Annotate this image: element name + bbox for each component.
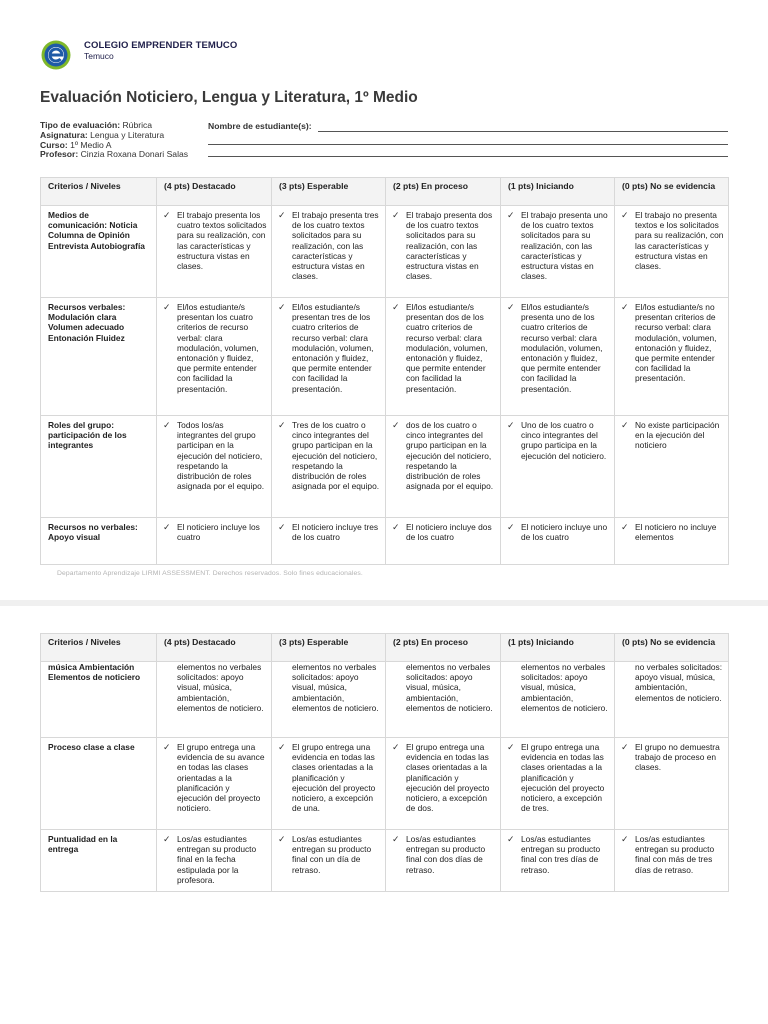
level-cell xyxy=(615,830,729,892)
check-icon: ✓ xyxy=(507,420,515,430)
footer-note: Departamento Aprendizaje LIRMI ASSESSMENT. Derechos reservados. Solo fines educacionales. xyxy=(57,570,363,577)
curso-label: Curso: xyxy=(40,139,68,150)
check-icon: ✓ xyxy=(278,210,286,220)
check-icon: ✓ xyxy=(621,522,629,532)
profesor-value: Cinzia Roxana Donari Salas xyxy=(80,149,189,160)
table-row xyxy=(41,416,729,518)
level-cell xyxy=(501,662,615,738)
criterion-cell: Medios de comunicación: Noticia Columna de Opinión Entrevista Autobiografía xyxy=(41,206,157,298)
table-header-row xyxy=(41,178,729,206)
tipo-label: Tipo de evaluación: xyxy=(40,120,121,130)
asignatura-label: Asignatura: xyxy=(40,129,88,140)
level-description: Tres de los cuatro o cinco integrantes del grupo participan en la ejecución del noticiero, respetando la distribución de roles asignada por el equipo. xyxy=(292,420,380,492)
level-cell xyxy=(386,416,501,518)
header-no-evidencia: (0 pts) No se evidencia xyxy=(615,178,729,206)
criterion-cell: Puntualidad en la entrega xyxy=(41,830,157,892)
level-description: Los/as estudiantes entregan su producto final con tres días de retraso. xyxy=(521,834,601,875)
check-icon: ✓ xyxy=(278,834,286,844)
header-en-proceso: (2 pts) En proceso xyxy=(386,178,501,206)
criterion-cell: Recursos verbales: Modulación clara Volumen adecuado Entonación Fluidez xyxy=(41,298,157,416)
criterion-cell: Recursos no verbales: Apoyo visual xyxy=(41,518,157,565)
level-cell xyxy=(272,298,386,416)
level-description: El noticiero incluye dos de los cuatro xyxy=(406,522,492,543)
level-description: Todos los/as integrantes del grupo participan en la ejecución del noticiero, respetando la distribución de roles asignada por el equipo. xyxy=(177,420,265,492)
check-icon: ✓ xyxy=(163,742,171,752)
check-icon: ✓ xyxy=(392,210,400,220)
table-row xyxy=(41,662,729,738)
check-icon: ✓ xyxy=(621,742,629,752)
check-icon: ✓ xyxy=(621,420,629,430)
level-cell xyxy=(157,206,272,298)
level-description: El/los estudiante/s presentan los cuatro criterios de recurso verbal: clara modulación, volumen, entonación y fluidez, que permite entender con facilidad la presentación. xyxy=(177,302,259,394)
level-cell xyxy=(615,518,729,565)
table-header-row xyxy=(41,634,729,662)
level-cell xyxy=(386,518,501,565)
asignatura-value: Lengua y Literatura xyxy=(90,129,165,140)
header-destacado: (4 pts) Destacado xyxy=(157,178,272,206)
student-name-line-2[interactable] xyxy=(208,144,728,145)
level-description: elementos no verbales solicitados: apoyo visual, música, ambientación, elementos de noticiero. xyxy=(177,662,264,713)
check-icon: ✓ xyxy=(278,522,286,532)
check-icon: ✓ xyxy=(507,522,515,532)
table-row xyxy=(41,830,729,892)
page-2 xyxy=(0,606,768,1024)
level-cell xyxy=(501,518,615,565)
check-icon: ✓ xyxy=(163,420,171,430)
check-icon: ✓ xyxy=(621,302,629,312)
level-description: elementos no verbales solicitados: apoyo visual, música, ambientación, elementos de noticiero. xyxy=(406,662,493,713)
header-criterios: Criterios / Niveles xyxy=(41,178,157,206)
student-name-label: Nombre de estudiante(s): xyxy=(208,121,312,131)
level-cell xyxy=(157,830,272,892)
level-cell xyxy=(615,206,729,298)
level-description: Los/as estudiantes entregan su producto final con dos días de retraso. xyxy=(406,834,486,875)
check-icon: ✓ xyxy=(392,302,400,312)
check-icon: ✓ xyxy=(621,210,629,220)
level-cell xyxy=(157,662,272,738)
header-iniciando: (1 pts) Iniciando xyxy=(501,634,615,662)
check-icon: ✓ xyxy=(278,302,286,312)
check-icon: ✓ xyxy=(278,742,286,752)
level-description: El noticiero incluye uno de los cuatro xyxy=(521,522,608,543)
header-destacado: (4 pts) Destacado xyxy=(157,634,272,662)
level-description: El trabajo presenta uno de los cuatro textos solicitados para su realización, con las características y estructura vistas en clases. xyxy=(521,210,608,282)
check-icon: ✓ xyxy=(163,522,171,532)
level-cell xyxy=(157,738,272,830)
check-icon: ✓ xyxy=(392,420,400,430)
level-cell xyxy=(501,416,615,518)
level-cell xyxy=(386,738,501,830)
level-cell xyxy=(501,738,615,830)
level-description: El trabajo presenta los cuatro textos solicitados para su realización, con las características y estructura vistas en clases. xyxy=(177,210,267,272)
check-icon: ✓ xyxy=(392,522,400,532)
header-iniciando: (1 pts) Iniciando xyxy=(501,178,615,206)
level-description: El trabajo no presenta textos e los solicitados para su realización, con las características y estructura vistas en clases. xyxy=(635,210,724,272)
school-logo-icon xyxy=(41,40,71,70)
level-cell xyxy=(501,830,615,892)
level-cell xyxy=(386,298,501,416)
level-description: elementos no verbales solicitados: apoyo visual, música, ambientación, elementos de noticiero. xyxy=(521,662,608,713)
check-icon: ✓ xyxy=(278,420,286,430)
level-cell xyxy=(615,662,729,738)
student-name-line-3[interactable] xyxy=(208,156,728,157)
level-description: dos de los cuatro o cinco integrantes del grupo participan en la ejecución del noticiero, respetando la distribución de roles asignada por el equipo. xyxy=(406,420,494,492)
level-description: El trabajo presenta tres de los cuatro textos solicitados para su realización, con las características y estructura vistas en clases. xyxy=(292,210,379,282)
level-description: El/los estudiante/s presentan dos de los cuatro criterios de recurso verbal: clara modulación, volumen, entonación y fluidez, que permite entender con facilidad la presentación. xyxy=(406,302,488,394)
level-cell xyxy=(615,298,729,416)
level-cell xyxy=(272,416,386,518)
check-icon: ✓ xyxy=(163,834,171,844)
table-row xyxy=(41,206,729,298)
level-description: elementos no verbales solicitados: apoyo visual, música, ambientación, elementos de noticiero. xyxy=(292,662,379,713)
criterion-cell: Proceso clase a clase xyxy=(41,738,157,830)
criterion-cell: música Ambientación Elementos de noticiero xyxy=(41,662,157,738)
level-cell xyxy=(615,416,729,518)
level-cell xyxy=(272,738,386,830)
curso-value: 1º Medio A xyxy=(70,139,112,150)
level-description: El grupo entrega una evidencia en todas las clases orientadas a la planificación y ejecución del proyecto noticiero, a excepción de dos. xyxy=(406,742,490,814)
level-description: El grupo entrega una evidencia en todas las clases orientadas a la planificación y ejecución del proyecto noticiero, a excepción de una. xyxy=(292,742,376,814)
header-esperable: (3 pts) Esperable xyxy=(272,178,386,206)
level-description: El noticiero no incluye elementos xyxy=(635,522,717,543)
level-cell xyxy=(615,738,729,830)
level-cell xyxy=(272,518,386,565)
header-esperable: (3 pts) Esperable xyxy=(272,634,386,662)
check-icon: ✓ xyxy=(507,742,515,752)
check-icon: ✓ xyxy=(392,742,400,752)
evaluation-meta xyxy=(40,121,188,160)
level-description: Uno de los cuatro o cinco integrantes del grupo participa en la ejecución del noticiero. xyxy=(521,420,607,461)
school-name: COLEGIO EMPRENDER TEMUCO xyxy=(84,40,238,51)
level-cell xyxy=(272,662,386,738)
check-icon: ✓ xyxy=(507,210,515,220)
rubric-table-page-1 xyxy=(40,177,729,565)
table-row xyxy=(41,298,729,416)
level-cell xyxy=(501,298,615,416)
check-icon: ✓ xyxy=(163,210,171,220)
level-description: no verbales solicitados: apoyo visual, música, ambientación, elementos de noticiero. xyxy=(635,662,723,703)
rubric-table-page-2 xyxy=(40,633,729,892)
level-description: No existe participación en la ejecución del noticiero xyxy=(635,420,720,451)
level-description: El/los estudiante/s no presentan criterios de recurso verbal: clara modulación, volumen, entonación y fluidez, que permite entender con facilidad la presentación. xyxy=(635,302,717,384)
header-criterios: Criterios / Niveles xyxy=(41,634,157,662)
table-row xyxy=(41,518,729,565)
level-cell xyxy=(386,206,501,298)
table-row xyxy=(41,738,729,830)
level-cell xyxy=(272,206,386,298)
level-cell xyxy=(501,206,615,298)
check-icon: ✓ xyxy=(621,834,629,844)
level-description: El trabajo presenta dos de los cuatro textos solicitados para su realización, con las características y estructura vistas en clases. xyxy=(406,210,493,282)
school-city: Temuco xyxy=(84,51,114,61)
profesor-label: Profesor: xyxy=(40,149,79,160)
level-description: El grupo entrega una evidencia en todas las clases orientadas a la planificación y ejecución del proyecto noticiero, a excepción de tres. xyxy=(521,742,605,814)
level-cell xyxy=(157,416,272,518)
level-description: Los/as estudiantes entregan su producto final con más de tres días de retraso. xyxy=(635,834,715,875)
level-description: El/los estudiante/s presentan tres de los cuatro criterios de recurso verbal: clara modulación, volumen, entonación y fluidez, que permite entender con facilidad la presentación. xyxy=(292,302,374,394)
student-name-line[interactable] xyxy=(318,131,728,132)
level-description: Los/as estudiantes entregan su producto final en la fecha estipulada por la profesora. xyxy=(177,834,257,885)
check-icon: ✓ xyxy=(163,302,171,312)
criterion-cell: Roles del grupo: participación de los integrantes xyxy=(41,416,157,518)
level-description: El noticiero incluye los cuatro xyxy=(177,522,260,543)
level-description: El/los estudiante/s presenta uno de los cuatro criterios de recurso verbal: clara modulación, volumen, entonación y fluidez, que permite entender con facilidad la presentación. xyxy=(521,302,603,394)
check-icon: ✓ xyxy=(392,834,400,844)
level-description: Los/as estudiantes entregan su producto final con un día de retraso. xyxy=(292,834,372,875)
level-cell xyxy=(272,830,386,892)
level-description: El noticiero incluye tres de los cuatro xyxy=(292,522,379,543)
check-icon: ✓ xyxy=(507,302,515,312)
level-cell xyxy=(386,662,501,738)
level-cell xyxy=(386,830,501,892)
header-en-proceso: (2 pts) En proceso xyxy=(386,634,501,662)
level-cell xyxy=(157,298,272,416)
check-icon: ✓ xyxy=(507,834,515,844)
header-no-evidencia: (0 pts) No se evidencia xyxy=(615,634,729,662)
document-title: Evaluación Noticiero, Lengua y Literatura, 1º Medio xyxy=(40,89,418,106)
tipo-value: Rúbrica xyxy=(122,120,153,130)
level-description: El grupo no demuestra trabajo de proceso en clases. xyxy=(635,742,720,773)
level-cell xyxy=(157,518,272,565)
level-description: El grupo entrega una evidencia de su avance en todas las clases orientadas a la planificación y ejecución del proyecto noticiero. xyxy=(177,742,265,814)
